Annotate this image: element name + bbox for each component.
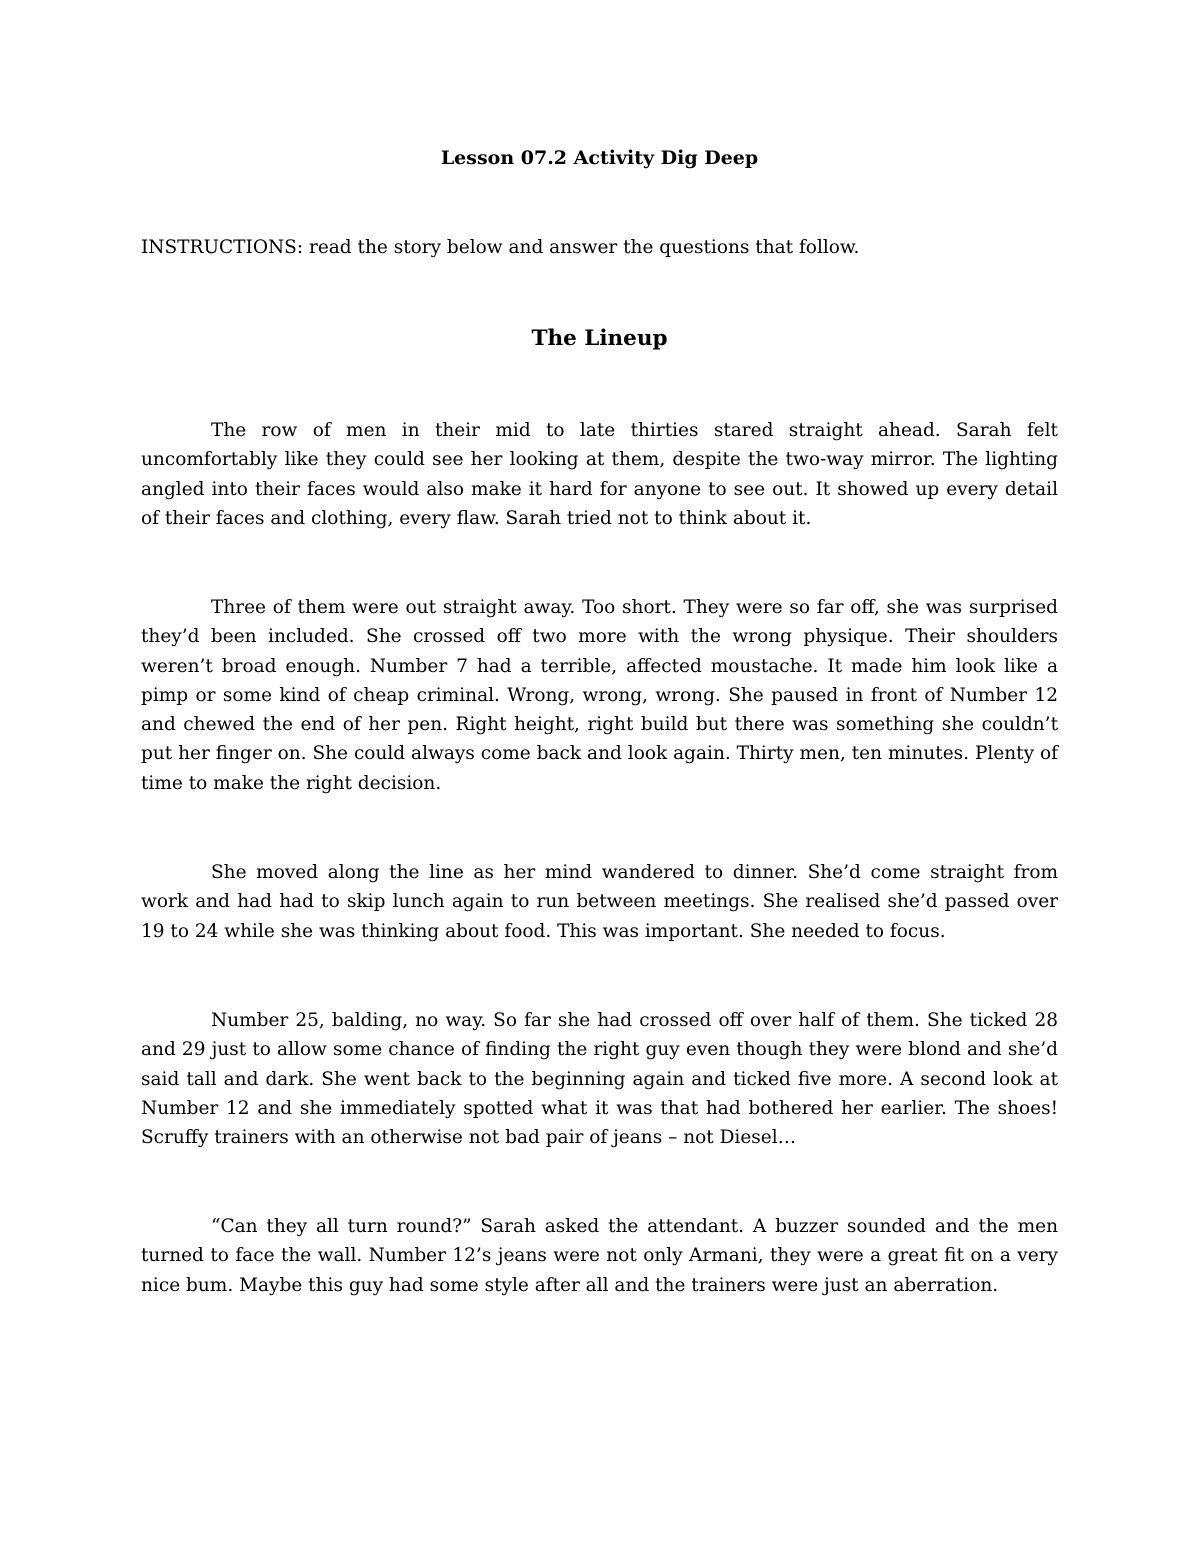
instructions-text: INSTRUCTIONS: read the story below and answer the questions that follow. bbox=[141, 237, 860, 258]
story-paragraph-4: Number 25, balding, no way. So far she had crossed off over half of them. She ticked 28 and 29 just to allow some chance of finding the right guy even though they were blond and she’d said tall and dark. She went back to the beginning again and ticked five more. A second look at Number 12 and she immediately spotted what it was that had bothered her earlier. The shoes! Scruffy trainers with an otherwise not bad pair of jeans – not Diesel… bbox=[141, 1010, 1058, 1149]
story-paragraph-2: Three of them were out straight away. Too short. They were so far off, she was surprised they’d been included. She crossed off two more with the wrong physique. Their shoulders weren’t broad enough. Number 7 had a terrible, affected moustache. It made him look like a pimp or some kind of cheap criminal. Wrong, wrong, wrong. She paused in front of Number 12 and chewed the end of her pen. Right height, right build but there was something she couldn’t put her finger on. She could always come back and look again. Thirty men, ten minutes. Plenty of time to make the right decision. bbox=[141, 597, 1058, 794]
lesson-title: Lesson 07.2 Activity Dig Deep bbox=[440, 147, 759, 169]
story-paragraph-5: “Can they all turn round?” Sarah asked the attendant. A buzzer sounded and the men turned to face the wall. Number 12’s jeans were not only Armani, they were a great fit on a very nice bum. Maybe this guy had some style after all and the trainers were just an aberration. bbox=[141, 1216, 1058, 1296]
story-paragraph-3: She moved along the line as her mind wandered to dinner. She’d come straight from work and had had to skip lunch again to run between meetings. She realised she’d passed over 19 to 24 while she was thinking about food. This was important. She needed to focus. bbox=[141, 862, 1058, 942]
story-title: The Lineup bbox=[531, 326, 668, 351]
story-paragraph-1: The row of men in their mid to late thirties stared straight ahead. Sarah felt uncomfortably like they could see her looking at them, despite the two-way mirror. The lighting angled into their faces would also make it hard for anyone to see out. It showed up every detail of their faces and clothing, every flaw. Sarah tried not to think about it. bbox=[141, 420, 1058, 529]
